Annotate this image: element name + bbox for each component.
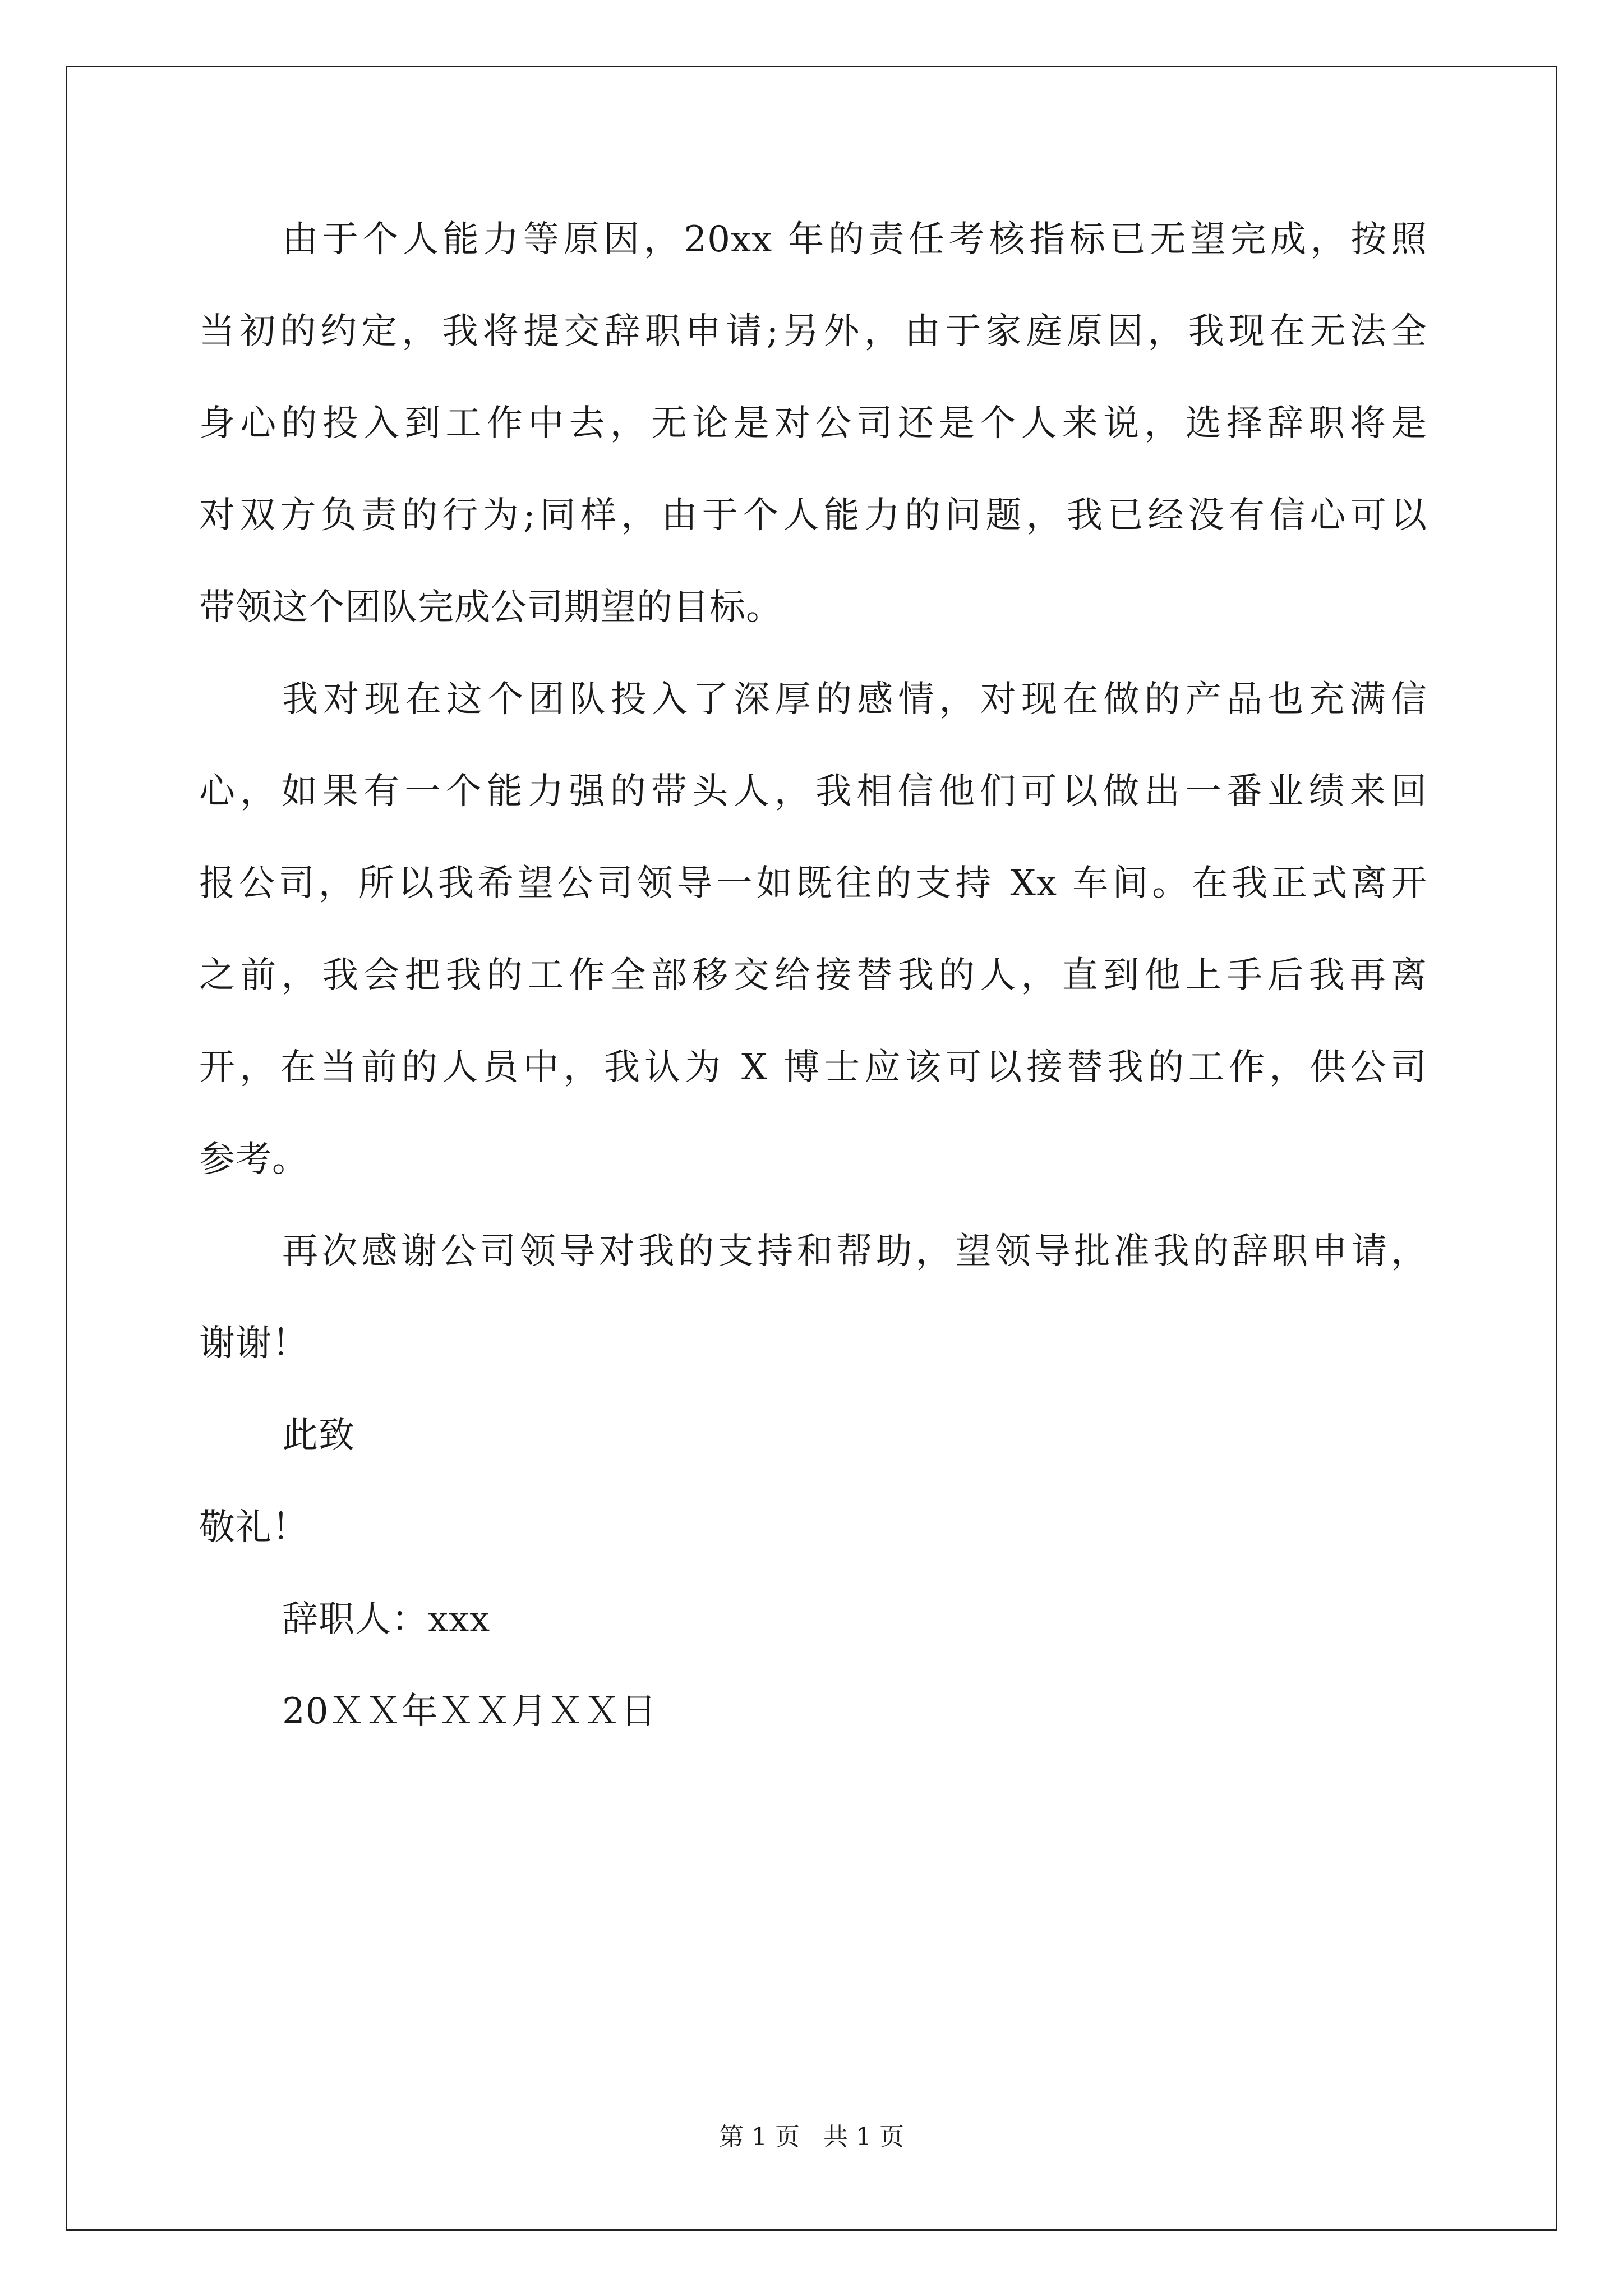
paragraph-1-line-2: 当初的约定，我将提交辞职申请;另外，由于家庭原因，我现在无法全 xyxy=(199,311,1427,352)
page-indicator: 第 1 页 共 1 页 xyxy=(719,2123,904,2151)
paragraph-3-line-2: 谢谢！ xyxy=(199,1323,308,1364)
paragraph-2-line-4: 之前，我会把我的工作全部移交给接替我的人，直到他上手后我再离 xyxy=(199,955,1427,996)
paragraph-2-line-3: 报公司，所以我希望公司领导一如既往的支持 Xx 车间。在我正式离开 xyxy=(199,863,1427,904)
paragraph-1-line-5: 带领这个团队完成公司期望的目标。 xyxy=(199,587,782,628)
paragraph-1-line-4: 对双方负责的行为;同样，由于个人能力的问题，我已经没有信心可以 xyxy=(199,495,1427,536)
date-line: 20ＸＸ年ＸＸ月ＸＸ日 xyxy=(282,1691,657,1732)
paragraph-2-line-5: 开，在当前的人员中，我认为 X 博士应该可以接替我的工作，供公司 xyxy=(199,1047,1427,1088)
paragraph-2-line-2: 心，如果有一个能力强的带头人，我相信他们可以做出一番业绩来回 xyxy=(199,771,1427,812)
signature-line: 辞职人：xxx xyxy=(282,1599,491,1640)
closing-text: 此致 xyxy=(282,1415,355,1456)
paragraph-2-line-1: 我对现在这个团队投入了深厚的感情，对现在做的产品也充满信 xyxy=(282,679,1427,720)
salute-text: 敬礼！ xyxy=(199,1507,308,1548)
paragraph-1-line-3: 身心的投入到工作中去，无论是对公司还是个人来说，选择辞职将是 xyxy=(199,403,1427,444)
paragraph-2-line-6: 参考。 xyxy=(199,1139,308,1180)
document-body xyxy=(199,219,1427,1786)
paragraph-3-line-1: 再次感谢公司领导对我的支持和帮助，望领导批准我的辞职申请， xyxy=(282,1231,1427,1272)
paragraph-1-line-1: 由于个人能力等原因，20xx 年的责任考核指标已无望完成，按照 xyxy=(282,219,1427,260)
